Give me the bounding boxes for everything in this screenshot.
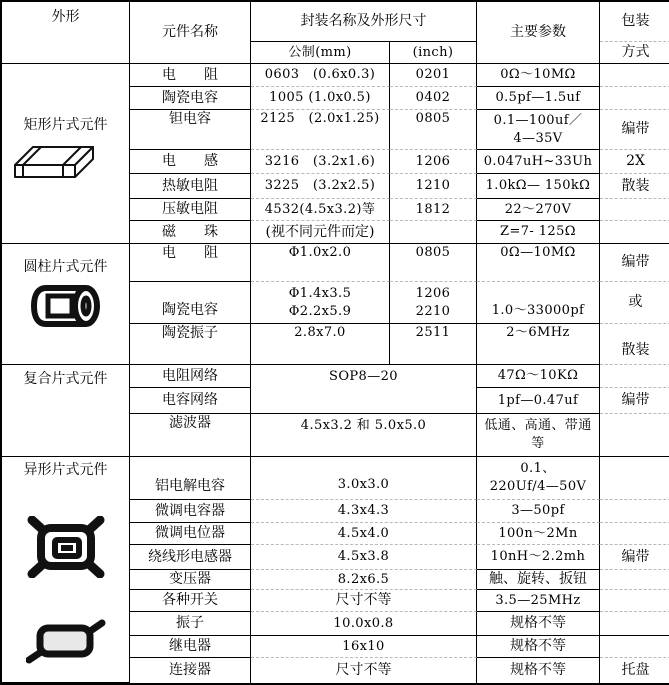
packing-cell: 编带 — [600, 244, 669, 282]
component-name-cell: 电 阻 — [130, 244, 251, 282]
inch-size-cell: 2511 — [390, 324, 477, 365]
component-name-cell: 微调电位器 — [130, 523, 251, 545]
header-params: 主要参数 — [477, 2, 600, 64]
params-cell: 低通、高通、带通 等 — [477, 414, 600, 457]
component-name-cell: 各种开关 — [130, 590, 251, 612]
component-name-cell: 振子 — [130, 612, 251, 636]
component-name-cell: 陶瓷振子 — [130, 324, 251, 365]
section-title: 异形片式元件 — [23, 462, 108, 478]
package-size-cell: 16x10 — [251, 636, 477, 658]
component-name-cell: 绕线形电感器 — [130, 545, 251, 570]
packing-cell — [600, 457, 669, 500]
packing-cell — [600, 590, 669, 612]
header-package: 封装名称及外形尺寸 — [251, 2, 477, 42]
component-name-cell: 陶瓷电容 — [130, 87, 251, 110]
component-name-cell: 陶瓷电容 — [130, 282, 251, 324]
package-size-cell: 10.0x0.8 — [251, 612, 477, 636]
header-shape: 外形 — [2, 2, 130, 64]
packing-cell: 编带 — [600, 545, 669, 570]
cylinder-melf-icon — [28, 282, 104, 330]
package-size-cell: 4.5x3.8 — [251, 545, 477, 570]
inch-size-cell: 0201 — [390, 64, 477, 87]
section-shape-rect — [2, 64, 130, 244]
params-cell: 0.1—100uf／ 4—35V — [477, 110, 600, 150]
trimmer-icon — [27, 516, 105, 578]
inch-size-cell: 0805 — [390, 244, 477, 282]
component-name-cell: 热敏电阻 — [130, 174, 251, 199]
chip-isometric-icon — [11, 141, 97, 187]
packing-cell: 编带 — [600, 388, 669, 414]
package-size-cell: 尺寸不等 — [251, 590, 477, 612]
inch-size-cell: 1206 — [390, 150, 477, 174]
capacitor-icon — [26, 618, 106, 664]
packing-cell: 2X — [600, 150, 669, 174]
component-name-cell: 微调电容器 — [130, 500, 251, 523]
packing-cell — [600, 221, 669, 244]
params-cell: 3—50pf — [477, 500, 600, 523]
params-cell: 47Ω～10KΩ — [477, 365, 600, 388]
params-cell: 1pf—0.47uf — [477, 388, 600, 414]
params-cell: 0.5pf—1.5uf — [477, 87, 600, 110]
metric-size-cell: Φ1.0x2.0 — [251, 244, 390, 282]
params-cell: 规格不等 — [477, 636, 600, 658]
params-cell: 3.5—25MHz — [477, 590, 600, 612]
params-cell: 规格不等 — [477, 612, 600, 636]
inch-size-cell: 1812 — [390, 199, 477, 221]
packing-cell — [600, 523, 669, 545]
packing-cell: 托盘 — [621, 662, 650, 679]
component-name-cell: 滤波器 — [130, 414, 251, 457]
component-name-cell: 电 阻 — [130, 64, 251, 87]
inch-size-cell: 1210 — [390, 174, 477, 199]
header-packing-line2: 方式 — [600, 42, 669, 64]
packing-cell — [600, 612, 669, 636]
package-size-cell: 4.3x4.3 — [251, 500, 477, 523]
package-size-cell: SOP8—20 — [251, 365, 477, 414]
package-size-cell: 8.2x6.5 — [251, 570, 477, 590]
package-size-cell: 尺寸不等 — [251, 658, 477, 683]
package-size-cell: 3.0x3.0 — [251, 457, 477, 500]
package-size-cell: 4.5x3.2 和 5.0x5.0 — [251, 414, 477, 457]
params-cell: 2～6MHz — [477, 324, 600, 365]
header-metric: 公制(mm) — [251, 42, 390, 64]
header-packing-line1: 包装 — [600, 2, 669, 42]
params-cell: Z=7- 125Ω — [477, 221, 600, 244]
packing-cell: 散装 — [600, 174, 669, 199]
params-cell: 触、旋转、扳钮 — [477, 570, 600, 590]
params-cell: 10nH～2.2mh — [477, 545, 600, 570]
component-name-cell: 钽电容 — [130, 110, 251, 150]
component-name-cell: 铝电解电容 — [130, 457, 251, 500]
component-name-cell: 变压器 — [130, 570, 251, 590]
section-title: 矩形片式元件 — [23, 117, 108, 133]
header-component-name: 元件名称 — [130, 2, 251, 64]
metric-size-cell: 3216 (3.2x1.6) — [251, 150, 390, 174]
component-name-cell: 电容网络 — [130, 388, 251, 414]
packing-cell — [600, 570, 669, 590]
section-title: 圆柱片式元件 — [23, 259, 108, 275]
inch-size-cell: 1206 2210 — [390, 282, 477, 324]
metric-size-cell: 3225 (3.2x2.5) — [251, 174, 390, 199]
params-cell: 0Ω～10MΩ — [477, 64, 600, 87]
packing-cell: 编带 — [600, 110, 669, 150]
metric-size-cell: Φ1.4x3.5 Φ2.2x5.9 — [251, 282, 390, 324]
metric-size-cell: 2.8x7.0 — [251, 324, 390, 365]
params-cell: 0Ω—10MΩ — [477, 244, 600, 282]
component-name-cell: 连接器 — [130, 658, 251, 683]
params-cell: 22～270V — [477, 199, 600, 221]
params-cell: 0.047uH~33Uh — [477, 150, 600, 174]
metric-size-cell: 0603 (0.6x0.3) — [251, 64, 390, 87]
section-shape-irregular — [2, 457, 130, 683]
packing-cell — [600, 64, 669, 87]
packing-cell — [600, 414, 669, 457]
packing-cell — [600, 87, 669, 110]
package-size-cell: 4.5x4.0 — [251, 523, 477, 545]
inch-size-cell: 0805 — [390, 110, 477, 150]
section-shape-cylinder — [2, 244, 130, 365]
header-inch: (inch) — [390, 42, 477, 64]
inch-size-cell: 0402 — [390, 87, 477, 110]
params-cell: 100n～2Mn — [477, 523, 600, 545]
component-name-cell: 电 感 — [130, 150, 251, 174]
component-name-cell: 电阻网络 — [130, 365, 251, 388]
packing-cell: 散装 — [600, 324, 669, 365]
inch-size-cell — [390, 221, 477, 244]
metric-size-cell: 2125 (2.0x1.25) — [251, 110, 390, 150]
component-name-cell: 继电器 — [130, 636, 251, 658]
packing-cell: 或 — [600, 282, 669, 324]
component-name-cell: 磁 珠 — [130, 221, 251, 244]
section-title: 复合片式元件 — [23, 371, 108, 387]
params-cell: 1.0kΩ— 150kΩ — [477, 174, 600, 199]
params-cell: 规格不等 — [477, 658, 600, 683]
packing-cell — [600, 365, 669, 388]
params-cell: 0.1、 220Uf/4—50V — [477, 457, 600, 500]
packing-cell — [600, 500, 669, 523]
metric-size-cell: (视不同元件而定) — [251, 221, 390, 244]
params-cell: 1.0～33000pf — [477, 282, 600, 324]
packing-cell — [600, 636, 669, 658]
component-name-cell: 压敏电阻 — [130, 199, 251, 221]
metric-size-cell: 4532(4.5x3.2)等 — [251, 199, 390, 221]
metric-size-cell: 1005 (1.0x0.5) — [251, 87, 390, 110]
section-shape-composite — [2, 365, 130, 457]
packing-cell — [600, 199, 669, 221]
